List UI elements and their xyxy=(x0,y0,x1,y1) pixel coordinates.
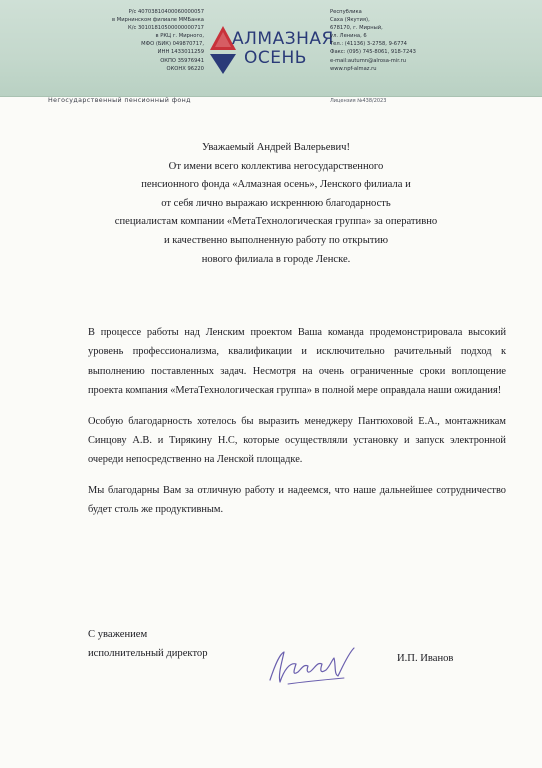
body-paragraph: Особую благодарность хотелось бы выразить менеджеру Пантюховой Е.А., монтажникам Синцову А.В. и Тирякину Н.С, которые осуществляли установку и запуск электронной очереди непосредственно на Ленской площадке. xyxy=(88,415,506,466)
bank-line: ОКПО 35976941 xyxy=(160,57,204,64)
fund-name: Негосударственный пенсионный фонд xyxy=(48,97,191,104)
greeting-line: специалистам компании «МетаТехнологическая группа» за оперативно xyxy=(114,216,438,228)
bank-line: Р/с 40703810400060000057 xyxy=(128,9,204,15)
handwritten-signature xyxy=(262,640,382,688)
closing-block xyxy=(88,625,208,663)
company-address xyxy=(330,8,470,73)
body-paragraph: Мы благодарны Вам за отличную работу и надеемся, что наше дальнейшее сотрудничество будет столь же продуктивным. xyxy=(88,484,506,516)
letter-body xyxy=(88,323,506,532)
greeting-line: От имени всего коллектива негосударственного xyxy=(168,160,384,172)
bank-line: К/с 30101810500000000717 xyxy=(128,25,204,32)
bank-line: ОКОНХ 96220 xyxy=(166,65,204,72)
address-line: Саха (Якутия), xyxy=(330,17,370,24)
address-line: Факс: (095) 745-8061, 918-7243 xyxy=(330,49,416,56)
logo-word-1: АЛМАЗНАЯ xyxy=(232,29,334,49)
address-line: Тел.: (41136) 3-2758, 9-6774 xyxy=(330,41,407,48)
company-logo-text xyxy=(232,30,334,68)
salutation: Уважаемый Андрей Валерьевич! xyxy=(202,142,350,153)
license-number: Лицензия №438/2023 xyxy=(330,98,387,104)
bank-line: в РКЦ г. Мирного, xyxy=(155,33,204,40)
logo-word-2: ОСЕНЬ xyxy=(244,48,307,68)
bank-line: МФО (БИК) 049870717, xyxy=(141,41,204,48)
address-line: Республика xyxy=(330,9,362,15)
address-line: e-mail:autumn@alrosa-mir.ru xyxy=(330,57,407,64)
address-line: www.npf-almaz.ru xyxy=(330,65,377,72)
signer-name: И.П. Иванов xyxy=(397,653,454,664)
greeting-line: от себя лично выражаю искреннюю благодарность xyxy=(161,197,391,209)
greeting-line: и качественно выполненную работу по открытию xyxy=(163,234,389,246)
greeting-block xyxy=(60,139,492,269)
body-paragraph: В процессе работы над Ленским проектом Ваша команда продемонстрировала высокий уровень профессионализма, квалификации и исключительно рачительный подход к выполнению поставленных задач. Несмотря на очень ограниченные сроки воплощение проекта компания «МетаТехнологическая группа» в полной мере оправдала наши ожидания! xyxy=(88,327,506,397)
letterhead-band xyxy=(0,0,542,97)
bank-line: ИНН 1433011259 xyxy=(157,49,204,56)
bank-details xyxy=(112,8,204,73)
greeting-line: пенсионного фонда «Алмазная осень», Ленского филиала и xyxy=(141,179,411,191)
address-line: ул. Ленина, 6 xyxy=(330,33,367,40)
address-line: 678170, г. Мирный, xyxy=(330,25,383,32)
closing-regards: С уважением xyxy=(88,629,148,640)
signer-position: исполнительный директор xyxy=(88,648,208,659)
greeting-line: нового филиала в городе Ленске. xyxy=(201,253,351,265)
bank-line: в Мирнинском филиале ММБанка xyxy=(112,17,204,24)
